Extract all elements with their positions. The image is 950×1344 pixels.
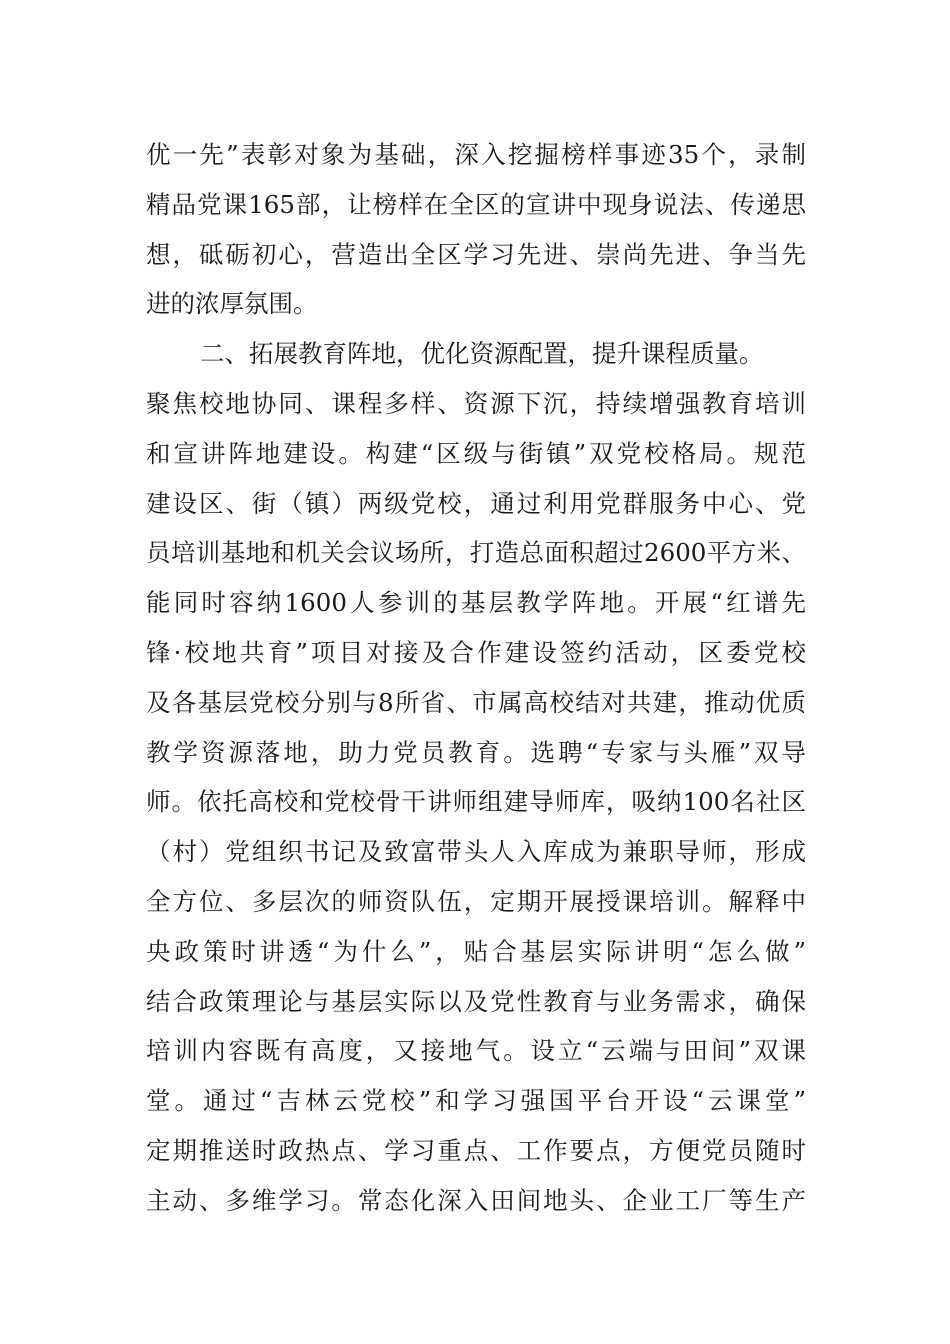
text-line: 建设区、街（镇）两级党校，通过利用党群服务中心、党 (146, 488, 806, 518)
text-line: 锋·校地共育”项目对接及合作建设签约活动，区委党校 (146, 637, 806, 667)
text-line: 及各基层党校分别与8所省、市属高校结对共建，推动优质 (146, 687, 806, 717)
text-line: 央政策时讲透“为什么”，贴合基层实际讲明“怎么做” (146, 936, 806, 966)
text-line: 精品党课165部，让榜样在全区的宣讲中现身说法、传递思 (146, 189, 806, 219)
text-line: 能同时容纳1600人参训的基层教学阵地。开展“红谱先 (146, 588, 806, 618)
text-line: （村）党组织书记及致富带头人入库成为兼职导师，形成 (146, 837, 806, 867)
text-line: 结合政策理论与基层实际以及党性教育与业务需求，确保 (146, 986, 806, 1016)
text-line: 堂。通过“吉林云党校”和学习强国平台开设“云课堂” (146, 1086, 806, 1116)
text-line: 优一先”表彰对象为基础，深入挖掘榜样事迹35个，录制 (146, 140, 806, 169)
text-line: 员培训基地和机关会议场所，打造总面积超过2600平方米、 (146, 538, 806, 568)
text-line: 全方位、多层次的师资队伍，定期开展授课培训。解释中 (146, 886, 806, 916)
text-line: 和宣讲阵地建设。构建“区级与街镇”双党校格局。规范 (146, 438, 806, 468)
section-heading-line: 二、拓展教育阵地，优化资源配置，提升课程质量。 (200, 339, 764, 369)
text-line: 师。依托高校和党校骨干讲师组建导师库，吸纳100名社区 (146, 787, 806, 817)
text-line: 聚焦校地协同、课程多样、资源下沉，持续增强教育培训 (146, 388, 806, 418)
text-line: 定期推送时政热点、学习重点、工作要点，方便党员随时 (146, 1135, 806, 1165)
text-line: 教学资源落地，助力党员教育。选聘“专家与头雁”双导 (146, 737, 806, 767)
text-line: 培训内容既有高度，又接地气。设立“云端与田间”双课 (146, 1036, 806, 1066)
body-text (146, 130, 806, 1226)
text-line: 主动、多维学习。常态化深入田间地头、企业工厂等生产 (146, 1185, 806, 1215)
text-line: 进的浓厚氛围。 (146, 289, 318, 319)
text-line: 想，砥砺初心，营造出全区学习先进、崇尚先进、争当先 (146, 239, 806, 269)
